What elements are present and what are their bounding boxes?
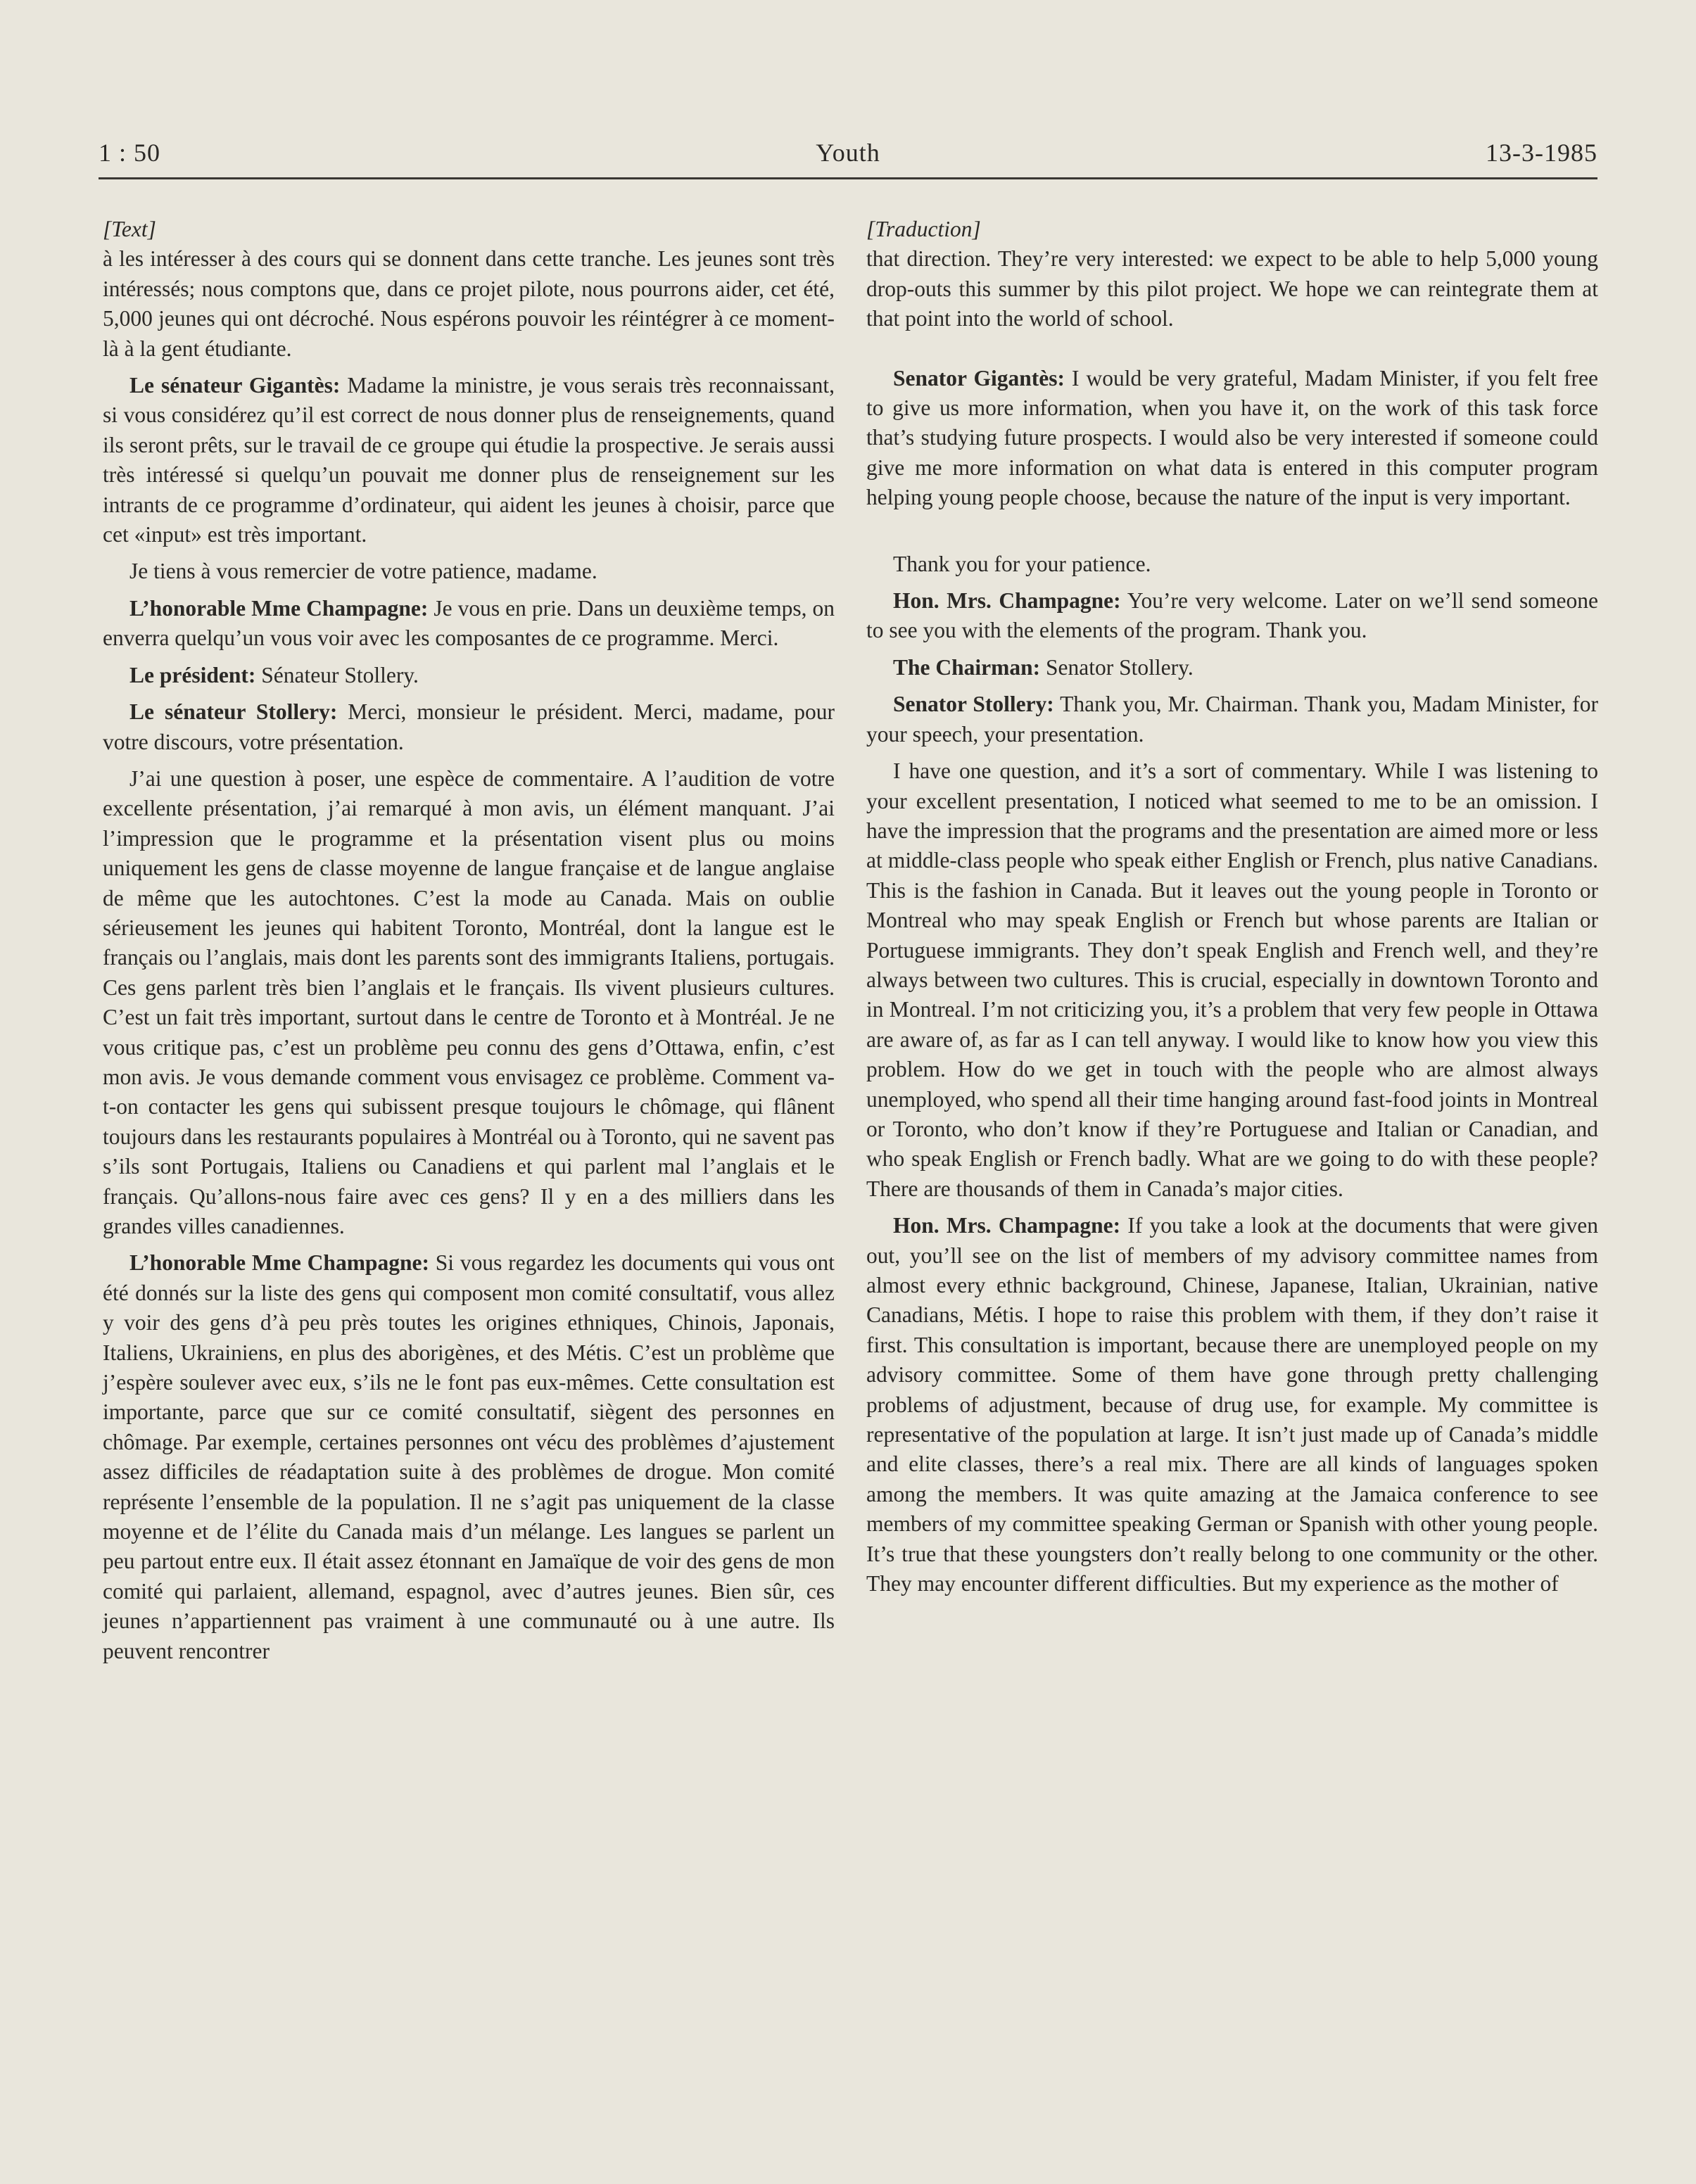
speech-text: I would be very grateful, Madam Minister, if you felt free to give us more information, when you have it, on the work of this task force that’s studying future prospects. I would also be very interested if someone could give me more information on what data is entered in this computer program helping young people choose, because the nature of the input is very important. bbox=[866, 365, 1599, 510]
paragraph bbox=[103, 697, 835, 757]
speech-text: Senator Stollery. bbox=[1040, 654, 1194, 680]
french-column bbox=[103, 215, 835, 1673]
paragraph bbox=[103, 371, 835, 550]
speech-text: Si vous regardez les documents qui vous ont été donnés sur la liste des gens qui composent mon comité consultatif, vous allez y voir des gens d’à peu près toutes les origines ethniques, Chinois, Japonais, Italiens, Ukrainiens, en plus des aborigènes, et des Métis. C’est un problème que j’espère soulever avec eux, s’ils ne le font pas eux-mêmes. Cette consultation est importante, parce que sur ce comité consultatif, siègent des personnes en chômage. Par exemple, certaines personnes ont vécu des problèmes d’ajustement assez difficiles de réadaptation suite à des problèmes de drogue. Mon comité représente l’ensemble de la population. Il ne s’agit pas uniquement de la classe moyenne et de l’élite du Canada mais d’un mélange. Les langues se parlent un peu partout entre eux. Il était assez étonnant en Jamaïque de voir des gens de mon comité qui parlaient, allemand, espagnol, avec d’autres jeunes. Bien sûr, ces jeunes n’appartiennent pas vraiment à une communauté ou à une autre. Ils peuvent rencontrer bbox=[103, 1250, 835, 1663]
speaker-name: Senator Gigantès: bbox=[893, 365, 1065, 391]
paragraph bbox=[103, 594, 835, 654]
paragraph bbox=[103, 661, 835, 690]
speaker-name: Le sénateur Stollery: bbox=[129, 699, 338, 725]
speech-text: If you take a look at the documents that were given out, you’ll see on the list of members of my advisory committee names from almost every ethnic background, Chinese, Japanese, Italian, Ukrainian, native Canadians, Métis. I hope to raise this problem with them, if they don’t raise it first. This consultation is important, because there are unemployed people on my advisory committee. Some of them have gone through pretty challenging problems of adjustment, because of drug use, for example. My committee is representative of the population at large. It isn’t just made up of Canada’s middle and elite classes, there’s a real mix. There are all kinds of languages spoken among the members. It was quite amazing at the Jamaica conference to see members of my committee speaking German or Spanish with other young people. It’s true that these youngsters don’t really belong to one community or the other. They may encounter different difficulties. But my experience as the mother of bbox=[866, 1213, 1598, 1596]
translation-tag: [Traduction] bbox=[866, 217, 981, 241]
speech-text: Thank you, Mr. Chairman. Thank you, Madam Minister, for your speech, your presentation. bbox=[866, 692, 1599, 747]
paragraph: J’ai une question à poser, une espèce de commentaire. A l’audition de votre excellente présentation, j’ai remarqué à mon avis, un élément manquant. J’ai l’impression que le programme et la présentation visent plus ou moins uniquement les gens de classe moyenne de langue française et de langue anglaise de même que les autochtones. C’est la mode au Canada. Mais on oublie sérieusement les jeunes qui habitent Toronto, Montréal, dont la langue est le français ou l’anglais, mais dont les parents sont des immigrants Italiens, portugais. Ces gens parlent très bien l’anglais et le français. Ils vivent plusieurs cultures. C’est un fait très important, surtout dans le centre de Toronto et à Montréal. Je ne vous critique pas, c’est un problème peu connu des gens d’Ottawa, enfin, c’est mon avis. Je vous demande comment vous envisagez ce problème. Comment va-t-on contacter les gens qui subissent presque toujours le chômage, qui flânent toujours dans les restaurants populaires à Montréal ou à Toronto, qui ne savent pas s’ils sont Portugais, Italiens ou Canadiens et qui parlent mal l’anglais et le français. Qu’allons-nous faire avec ces gens? Il y en a des milliers dans les grandes villes canadiennes. bbox=[103, 766, 835, 1238]
paragraph bbox=[103, 1248, 835, 1666]
paragraph: Je tiens à vous remercier de votre patience, madame. bbox=[129, 559, 597, 584]
speaker-name: Le sénateur Gigantès: bbox=[129, 373, 341, 398]
paragraph: Thank you for your patience. bbox=[893, 551, 1151, 576]
paragraph: à les intéresser à des cours qui se donnent dans cette tranche. Les jeunes sont très intéressés; nous comptons que, dans ce projet pilote, nous pourrons aider, cet été, 5,000 jeunes qui ont décroché. Nous espérons pouvoir les réintégrer à ce moment-là à la gent étudiante. bbox=[103, 246, 835, 361]
page-date: 13-3-1985 bbox=[1486, 139, 1597, 167]
page-title: Youth bbox=[816, 139, 880, 167]
speaker-name: Le président: bbox=[129, 662, 256, 687]
paragraph: I have one question, and it’s a sort of commentary. While I was listening to your excellent presentation, I noticed what seemed to me to be an omission. I have the impression that the programs and the presentation are aimed more or less at middle-class people who speak either English or French, plus native Canadians. This is the fashion in Canada. But it leaves out the young people in Toronto or Montreal who may speak English or French but whose parents are Italian or Portuguese immigrants. They don’t speak English and French well, and they’re always between two cultures. This is crucial, especially in downtown Toronto and in Montreal. I’m not criticizing you, it’s a problem that very few people in Ottawa are aware of, as far as I can tell anyway. I would like to know how you view this problem. How do we get in touch with the people who are almost always unemployed, who spend all their time hanging around fast-food joints in Montreal or Toronto, who don’t know if they’re Portuguese and Italian or Canadian, and who speak English or French badly. What are we going to do with these people? There are thousands of them in Canada’s major cities. bbox=[866, 758, 1598, 1201]
paragraph bbox=[866, 690, 1598, 749]
paragraph bbox=[866, 1211, 1598, 1599]
page-header bbox=[99, 138, 1597, 179]
english-column bbox=[866, 215, 1598, 1606]
speech-text: Merci, monsieur le président. Merci, madame, pour votre discours, votre présentation. bbox=[103, 699, 835, 754]
speaker-name: L’honorable Mme Champagne: bbox=[129, 595, 429, 621]
speaker-name: Senator Stollery: bbox=[893, 692, 1054, 717]
paragraph bbox=[866, 364, 1598, 513]
paragraph: that direction. They’re very interested: we expect to be able to help 5,000 young drop-outs this summer by this pilot project. We hope we can reintegrate them at that point into the world of school. bbox=[866, 246, 1598, 331]
speech-text: Je vous en prie. Dans un deuxième temps, on enverra quelqu’un vous voir avec les composantes de ce programme. Merci. bbox=[103, 595, 835, 651]
paragraph bbox=[866, 653, 1598, 682]
speech-text: You’re very welcome. Later on we’ll send someone to see you with the elements of the program. Thank you. bbox=[866, 588, 1599, 643]
text-tag: [Text] bbox=[103, 217, 156, 241]
speaker-name: The Chairman: bbox=[893, 654, 1041, 680]
speaker-name: Hon. Mrs. Champagne: bbox=[893, 588, 1121, 614]
speech-text: Sénateur Stollery. bbox=[255, 662, 419, 687]
paragraph bbox=[866, 586, 1598, 646]
page-number: 1 : 50 bbox=[99, 139, 161, 167]
speaker-name: L’honorable Mme Champagne: bbox=[129, 1250, 429, 1276]
speaker-name: Hon. Mrs. Champagne: bbox=[893, 1213, 1121, 1238]
speech-text: Madame la ministre, je vous serais très reconnaissant, si vous considérez qu’il est correct de nous donner plus de renseignements, quand ils seront prêts, sur le travail de ce groupe qui étudie la prospective. Je serais aussi très intéressé si quelqu’un pouvait me donner plus de renseignement sur les intrants de ce programme d’ordinateur, qui aident les jeunes à choisir, parce que cet «input» est très important. bbox=[103, 373, 835, 547]
